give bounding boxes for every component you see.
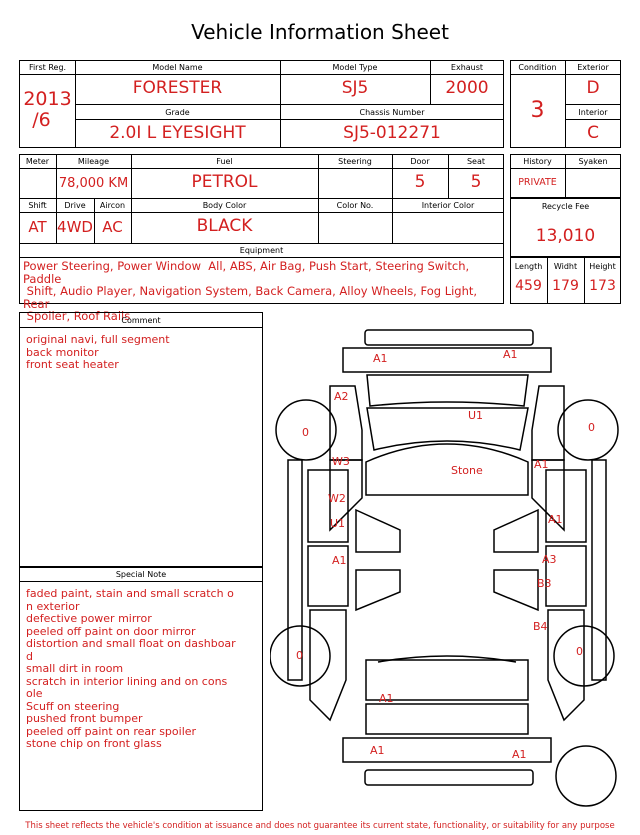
- history-value: PRIVATE: [518, 177, 557, 188]
- rear-gate-outline: [367, 375, 528, 406]
- recycle-fee-label: Recycle Fee: [541, 202, 590, 211]
- damage-mark: W2: [328, 492, 346, 505]
- damage-mark: W3: [332, 455, 350, 468]
- rear-bumper-outline: [365, 330, 533, 345]
- damage-mark: A1: [503, 348, 518, 361]
- comment-label: Comment: [121, 316, 161, 325]
- damage-mark: A1: [534, 458, 549, 471]
- chassis-number-label: Chassis Number: [359, 108, 425, 117]
- damage-mark: 0: [296, 649, 303, 662]
- first-reg-label: First Reg.: [28, 63, 67, 72]
- comment-line: back monitor: [26, 345, 99, 359]
- width-value: 179: [552, 278, 579, 294]
- special-note-line: scratch in interior lining and on cons: [26, 674, 228, 688]
- special-note-line: defective power mirror: [26, 612, 152, 625]
- interior-value: C: [587, 123, 599, 143]
- special-note-line: small dirt in room: [26, 662, 124, 675]
- seat-value: 5: [470, 172, 482, 192]
- damage-mark: A1: [332, 554, 347, 567]
- drive-label: Drive: [64, 201, 86, 210]
- damage-mark: A1: [548, 513, 563, 526]
- special-note-line: pushed front bumper: [26, 712, 143, 725]
- glass-outline: [366, 444, 528, 495]
- damage-mark: U1: [330, 517, 346, 530]
- damage-mark: B3: [537, 577, 552, 590]
- damage-mark: B4: [533, 620, 548, 633]
- model-type-label: Model Type: [332, 63, 378, 72]
- damage-mark: 0: [576, 645, 583, 658]
- right-sill: [592, 460, 606, 680]
- height-label: Height: [589, 262, 616, 271]
- syaken-label: Syaken: [578, 157, 608, 166]
- drive-value: 4WD: [57, 218, 93, 236]
- shift-value: AT: [28, 218, 47, 236]
- equipment-label: Equipment: [239, 246, 284, 255]
- exterior-value: D: [586, 78, 600, 98]
- height-value: 173: [589, 278, 616, 294]
- damage-mark: A1: [370, 744, 385, 757]
- history-label: History: [523, 157, 552, 166]
- mileage-label: Mileage: [77, 157, 110, 166]
- door-label: Door: [410, 157, 430, 166]
- special-note-line: distortion and small float on dashboar: [26, 637, 236, 650]
- model-name-label: Model Name: [152, 63, 203, 72]
- exterior-label: Exterior: [577, 63, 609, 72]
- damage-mark: A3: [542, 553, 557, 566]
- body-color-label: Body Color: [202, 201, 247, 210]
- special-note-line: ole: [26, 687, 43, 700]
- special-note-line: Scuff on steering: [26, 699, 120, 713]
- body-color-value: BLACK: [196, 216, 253, 236]
- fuel-value: PETROL: [191, 172, 258, 192]
- shift-label: Shift: [28, 201, 47, 210]
- equipment-value: Power Steering, Power Window All, ABS, Air Bag, Push Start, Steering Switch, Paddle Shift, Audio Player, Navigation System, Back Camera, Alloy Wheels, Fog Light, Rear Spoiler, Roof Rails: [23, 259, 478, 323]
- page-title: Vehicle Information Sheet: [191, 20, 449, 44]
- length-value: 459: [515, 278, 542, 294]
- interior-label: Interior: [578, 108, 608, 117]
- left-rear-door: [308, 470, 348, 542]
- first-reg-year: 2013: [23, 88, 72, 110]
- damage-mark: U1: [468, 409, 484, 422]
- special-note-line: peeled off paint on door mirror: [26, 624, 196, 638]
- steering-label: Steering: [338, 157, 372, 166]
- damage-mark: A1: [373, 352, 388, 365]
- fuel-label: Fuel: [216, 157, 233, 166]
- model-type-value: SJ5: [341, 78, 369, 98]
- disclaimer-footer: This sheet reflects the vehicle's condition at issuance and does not guarantee its current state, functionality, or suitability for any purpose: [25, 821, 615, 831]
- condition-value: 3: [530, 98, 545, 123]
- door-value: 5: [414, 172, 426, 192]
- special-note-line: peeled off paint on rear spoiler: [26, 724, 197, 738]
- length-label: Length: [514, 262, 543, 271]
- recycle-fee-value: 13,010: [535, 226, 596, 246]
- special-note-line: stone chip on front glass: [26, 737, 162, 750]
- grade-value: 2.0I L EYESIGHT: [109, 123, 246, 143]
- exhaust-value: 2000: [445, 78, 489, 98]
- special-note-line: d: [26, 649, 33, 663]
- left-sill: [288, 460, 302, 680]
- damage-mark: A1: [379, 692, 394, 705]
- interior-color-label: Interior Color: [421, 201, 475, 210]
- front-lip: [365, 770, 533, 785]
- meter-label: Meter: [25, 157, 50, 166]
- aircon-label: Aircon: [99, 201, 126, 210]
- condition-label: Condition: [518, 63, 557, 72]
- damage-mark: 0: [302, 426, 309, 439]
- model-name-value: FORESTER: [132, 78, 223, 98]
- right-rear-door: [546, 470, 586, 542]
- comment-line: front seat heater: [26, 358, 119, 371]
- spare-wheel: [556, 746, 616, 806]
- mileage-value: 78,000 KM: [58, 176, 129, 191]
- damage-mark: 0: [588, 421, 595, 434]
- damage-mark: A1: [512, 748, 527, 761]
- special-note-label: Special Note: [115, 570, 167, 579]
- damage-mark: A2: [334, 390, 349, 403]
- special-note-line: faded paint, stain and small scratch o: [26, 587, 234, 600]
- chassis-number-value: SJ5-012271: [343, 123, 441, 143]
- grade-label: Grade: [165, 108, 190, 117]
- color-no-label: Color No.: [336, 201, 374, 210]
- exhaust-label: Exhaust: [450, 63, 484, 72]
- front-panel: [366, 704, 528, 734]
- damage-mark: Stone: [451, 464, 483, 477]
- special-note-line: n exterior: [26, 599, 80, 613]
- first-reg-month: /6: [32, 109, 51, 131]
- comment-text: [26, 334, 262, 372]
- aircon-value: AC: [102, 218, 123, 236]
- special-note-text: [26, 588, 262, 751]
- seat-label: Seat: [466, 157, 486, 166]
- car-damage-diagram: [270, 320, 625, 820]
- width-label: Widht: [553, 262, 578, 271]
- comment-line: original navi, full segment: [26, 333, 170, 346]
